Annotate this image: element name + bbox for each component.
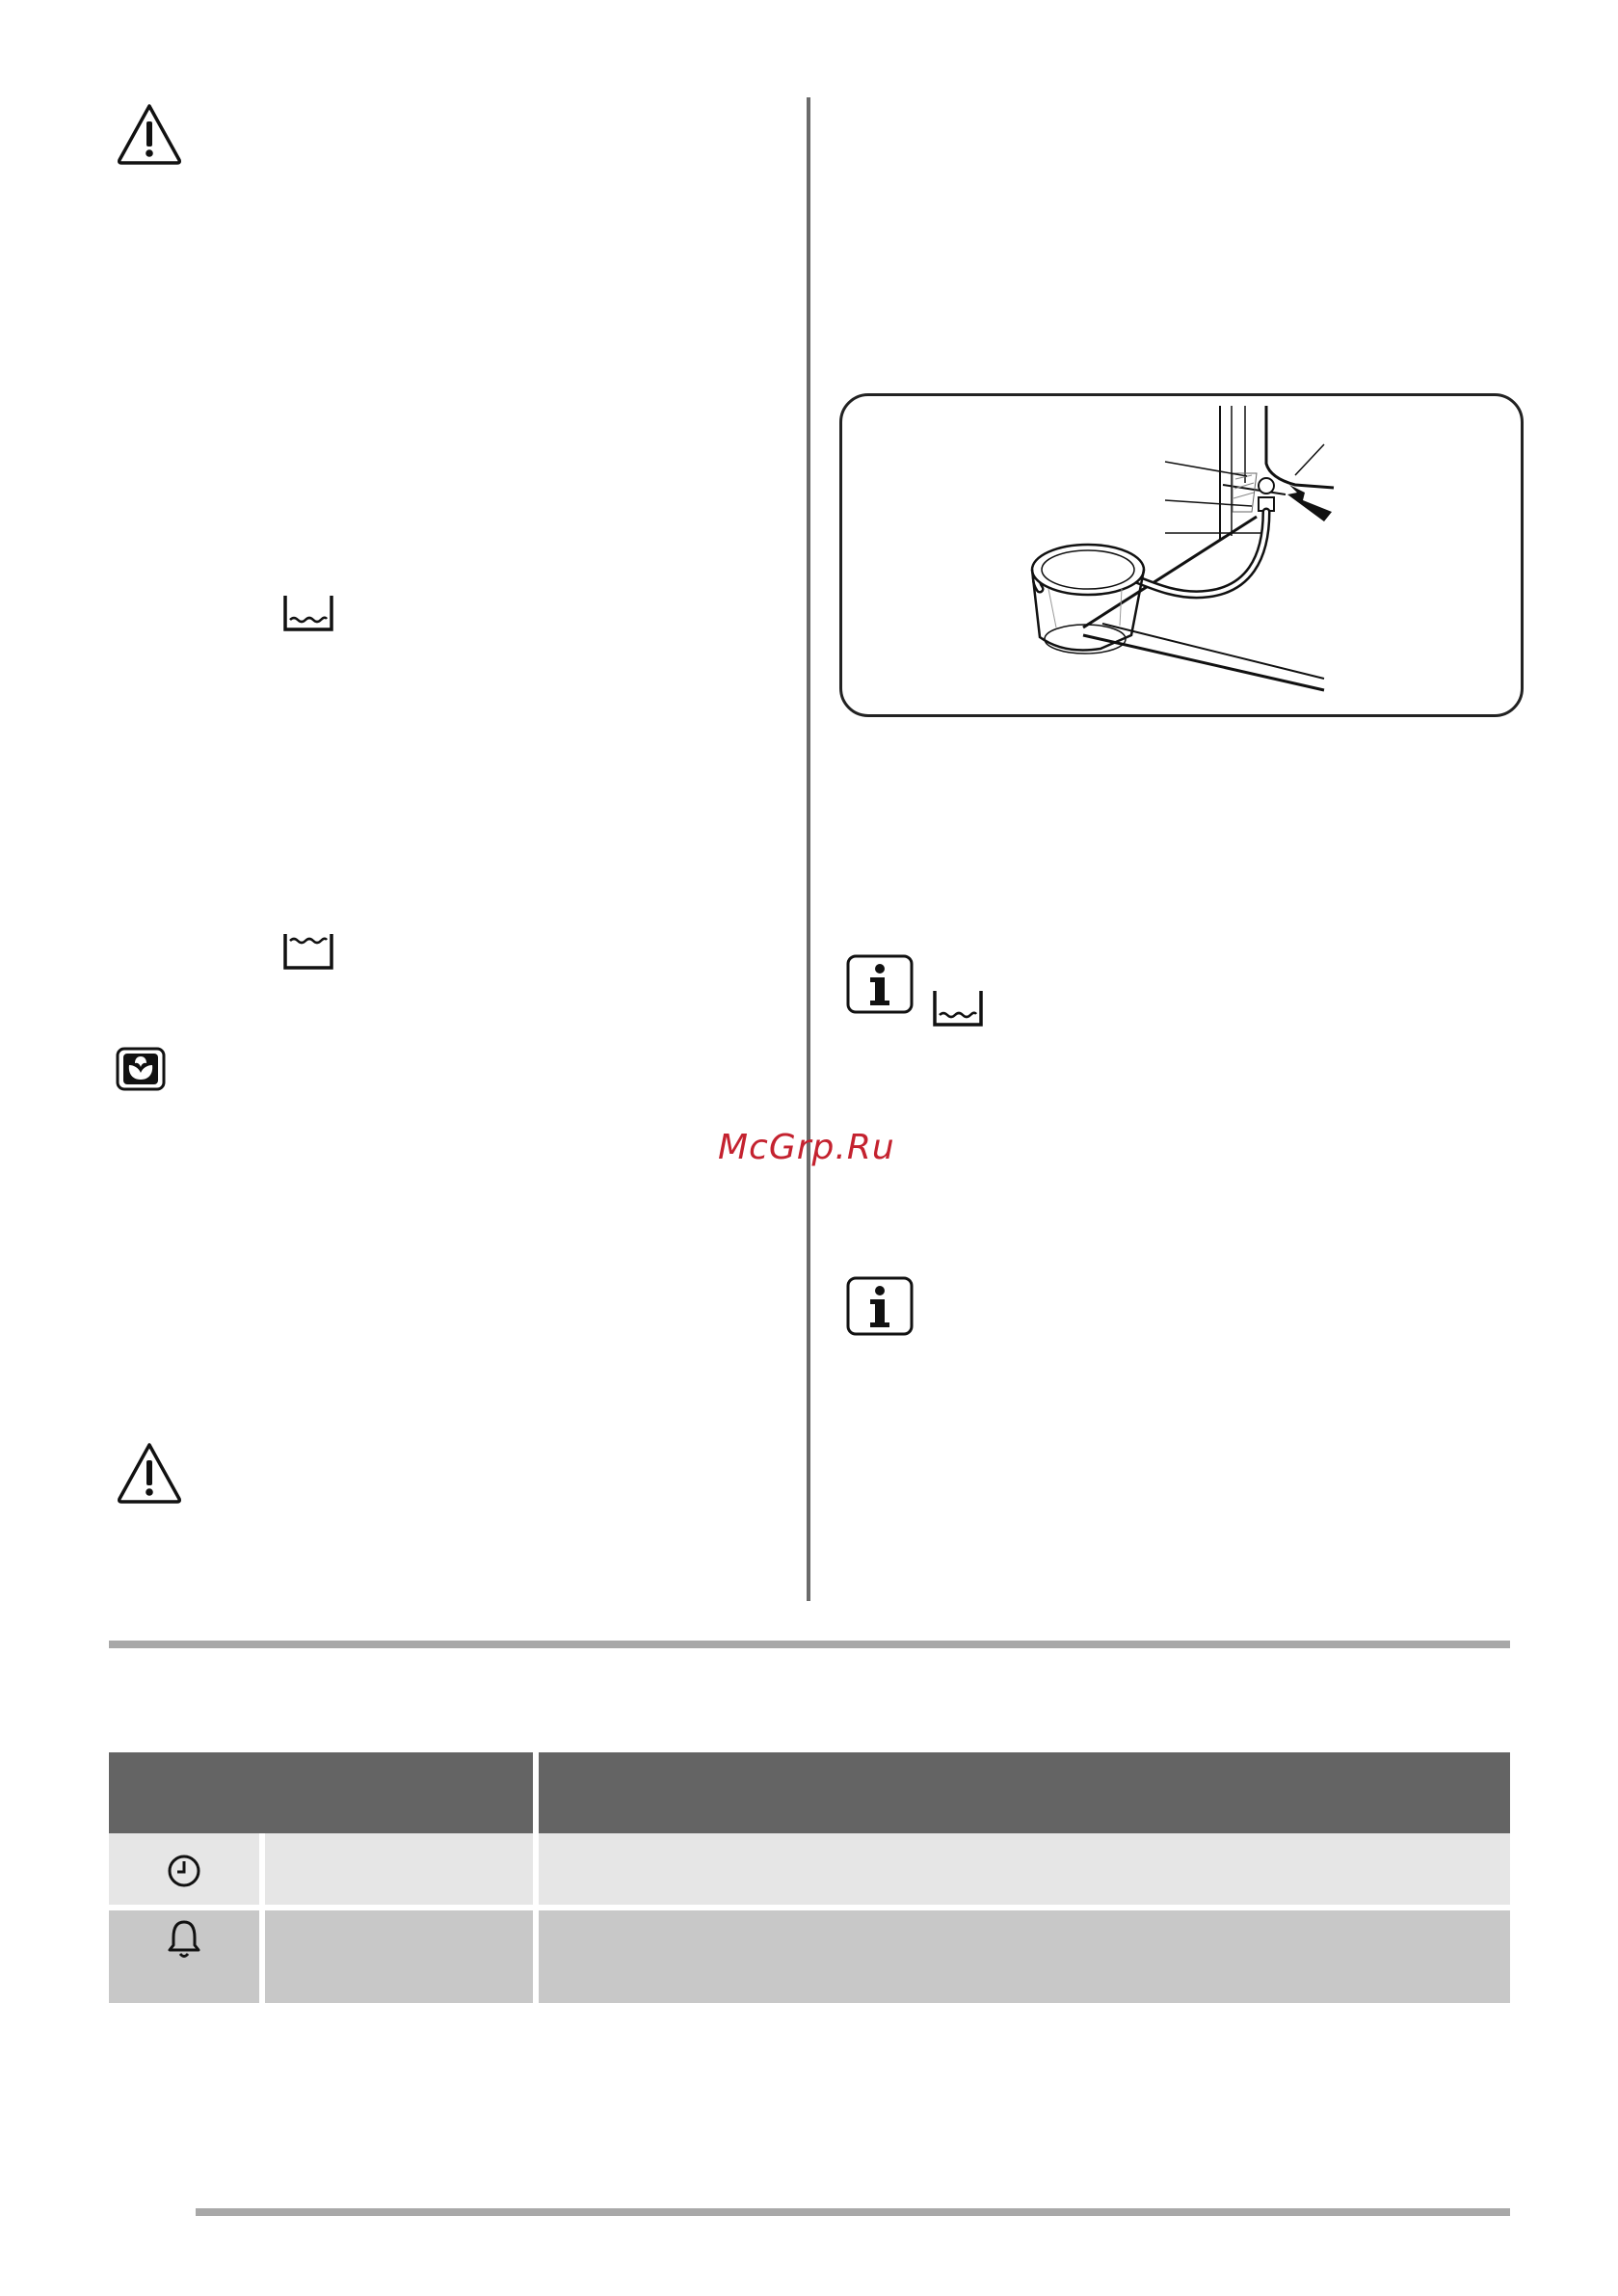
water-tank-empty-icon (281, 593, 335, 633)
clock-icon (165, 1852, 203, 1894)
table-cell-description (536, 1908, 1510, 2003)
water-tank-full-icon (281, 931, 335, 972)
footer-rule (196, 2208, 1510, 2216)
table-header-function (109, 1752, 536, 1833)
drain-tube-illustration (839, 393, 1524, 717)
warning-triangle-icon (116, 102, 183, 166)
table-cell-icon (109, 1908, 262, 2003)
watermark: McGrp.Ru (718, 1128, 895, 1167)
clock-functions-table (109, 1752, 1510, 2003)
info-icon (846, 1276, 914, 1336)
environment-leaf-icon (116, 1047, 166, 1091)
info-icon (846, 954, 914, 1014)
table-cell-icon (109, 1833, 262, 1908)
table-cell-name (262, 1833, 536, 1908)
table-cell-description (536, 1833, 1510, 1908)
column-divider (807, 97, 810, 1601)
table-cell-name (262, 1908, 536, 2003)
table-row (109, 1833, 1510, 1908)
water-tank-empty-icon (931, 988, 985, 1028)
warning-triangle-icon (116, 1441, 183, 1505)
section-divider (109, 1641, 1510, 1648)
table-header-description (536, 1752, 1510, 1833)
bell-icon (165, 1918, 203, 1964)
table-row (109, 1908, 1510, 2003)
